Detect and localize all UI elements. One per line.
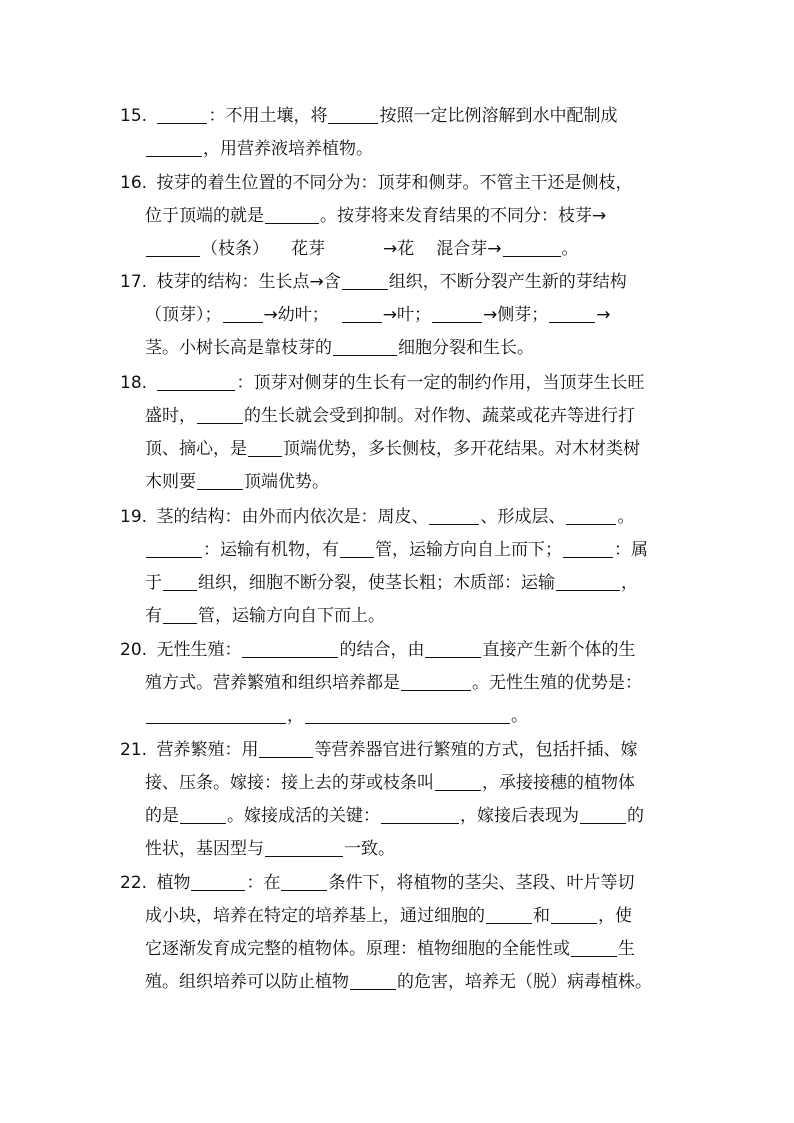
question-text: 。无性生殖的优势是：	[472, 673, 642, 693]
question-line	[120, 233, 720, 266]
question-text: 殖方式。营养繁殖和组织培养都是	[145, 673, 400, 693]
question-text: ：顶芽对侧芽的生长有一定的制约作用，当顶芽生长旺	[236, 373, 645, 393]
question-text: ，	[287, 706, 304, 726]
question-text: 无性生殖：	[156, 640, 242, 660]
question-number: 22.	[120, 873, 148, 893]
question-text: 顶端优势，多长侧枝，多开花结果。对木材类树	[283, 439, 640, 459]
question-text: 按芽的着生位置的不同分为：顶芽和侧芽。不管主干还是侧枝，	[156, 173, 633, 193]
question-line	[120, 867, 720, 900]
question-text: 花芽	[291, 239, 325, 259]
answer-blank[interactable]	[265, 203, 319, 224]
question-text: 生	[618, 939, 635, 959]
question-text: 组织，细胞不断分裂，使茎长粗；木质部：运输	[198, 573, 555, 593]
answer-blank[interactable]	[157, 370, 235, 391]
question-text: ，	[621, 573, 638, 593]
question-line	[120, 966, 720, 999]
answer-blank[interactable]	[566, 504, 616, 525]
answer-blank[interactable]	[401, 670, 471, 691]
question-text: （顶芽）；	[145, 305, 222, 325]
question-number: 15.	[120, 106, 148, 126]
question-19	[120, 501, 720, 633]
question-text: 顶端优势。	[244, 472, 329, 492]
answer-blank[interactable]	[146, 703, 286, 724]
question-18	[120, 367, 720, 499]
answer-blank[interactable]	[281, 870, 327, 891]
question-line	[120, 734, 720, 767]
question-line	[120, 567, 720, 600]
question-text: 的是	[145, 806, 179, 826]
answer-blank[interactable]	[556, 570, 620, 591]
question-line	[120, 332, 720, 365]
answer-blank[interactable]	[551, 903, 597, 924]
answer-blank[interactable]	[429, 504, 479, 525]
question-text: 的结合，由	[339, 640, 425, 660]
question-line	[120, 667, 720, 700]
question-text: ，使	[598, 906, 632, 926]
answer-blank[interactable]	[549, 302, 595, 323]
question-text: 性状，基因型与	[145, 839, 264, 859]
answer-blank[interactable]	[146, 537, 202, 558]
question-line	[120, 433, 720, 466]
answer-blank[interactable]	[432, 302, 482, 323]
question-line	[120, 266, 720, 299]
answer-blank[interactable]	[163, 570, 197, 591]
answer-blank[interactable]	[191, 870, 245, 891]
answer-blank[interactable]	[328, 103, 378, 124]
question-line	[120, 700, 720, 733]
question-text: 。	[561, 239, 579, 259]
question-line	[120, 767, 720, 800]
question-line	[120, 167, 720, 200]
question-line	[120, 200, 720, 233]
question-text: ：在	[246, 873, 281, 893]
question-line	[120, 501, 720, 534]
question-text: ：运输有机物，有	[203, 540, 339, 560]
question-text: 和	[533, 906, 550, 926]
answer-blank[interactable]	[146, 136, 202, 157]
answer-blank[interactable]	[425, 637, 481, 658]
question-text: 植物	[156, 873, 191, 893]
question-number: 19.	[120, 507, 148, 527]
question-text: 的生长就会受到抑制。对作物、蔬菜或花卉等进行打	[244, 406, 635, 426]
answer-blank[interactable]	[146, 236, 200, 257]
question-text: 管，运输方向自下而上。	[198, 606, 385, 626]
question-text: （枝条）	[201, 239, 269, 259]
answer-blank[interactable]	[342, 302, 382, 323]
question-17	[120, 266, 720, 365]
question-number: 20.	[120, 640, 148, 660]
answer-blank[interactable]	[305, 703, 510, 724]
answer-blank[interactable]	[157, 103, 207, 124]
question-text: 。	[511, 706, 528, 726]
question-text: 成小块，培养在特定的培养基上，通过细胞的	[145, 906, 485, 926]
question-line	[120, 600, 720, 633]
question-text: →花	[383, 239, 415, 259]
question-text: ，用营养液培养植物。	[203, 139, 373, 159]
answer-blank[interactable]	[571, 936, 617, 957]
question-line	[120, 367, 720, 400]
question-line	[120, 800, 720, 833]
question-text: →幼叶；	[263, 305, 329, 325]
answer-blank[interactable]	[350, 969, 396, 990]
question-text: 木则要	[145, 472, 196, 492]
question-text: 、形成层、	[480, 507, 566, 527]
answer-blank[interactable]	[242, 637, 338, 658]
answer-blank[interactable]	[342, 269, 388, 290]
question-text: 营养繁殖：用	[156, 740, 259, 760]
question-text: ，承接接穗的植物体	[482, 773, 635, 793]
question-line	[120, 400, 720, 433]
answer-blank[interactable]	[223, 302, 263, 323]
question-text: →侧芽；	[483, 305, 549, 325]
answer-blank[interactable]	[381, 803, 459, 824]
question-text: 管，运输方向自上而下；	[375, 540, 562, 560]
question-text: 。按芽将来发育结果的不同分：枝芽→	[320, 206, 607, 226]
question-text: 茎。小树长高是靠枝芽的	[145, 338, 332, 358]
answer-blank[interactable]	[435, 770, 481, 791]
question-text: ：属	[614, 540, 648, 560]
answer-blank[interactable]	[563, 537, 613, 558]
question-text: →叶；	[382, 305, 431, 325]
question-text: 组织，不断分裂产生新的芽结构	[388, 272, 627, 292]
question-text: 接、压条。嫁接：接上去的芽或枝条叫	[145, 773, 434, 793]
answer-blank[interactable]	[197, 469, 243, 490]
question-line	[120, 833, 720, 866]
question-text: 盛时，	[145, 406, 196, 426]
question-text: 细胞分裂和生长。	[398, 338, 534, 358]
question-line	[120, 299, 720, 332]
answer-blank[interactable]	[265, 836, 343, 857]
answer-blank[interactable]	[486, 903, 532, 924]
question-text: 的	[627, 806, 644, 826]
answer-blank[interactable]	[259, 737, 313, 758]
question-16	[120, 167, 720, 266]
question-text: 直接产生新个体的生	[482, 640, 636, 660]
question-text: 它逐渐发育成完整的植物体。原理：植物细胞的全能性或	[145, 939, 570, 959]
question-line	[120, 100, 720, 133]
question-number: 21.	[120, 740, 148, 760]
answer-blank[interactable]	[333, 335, 397, 356]
question-text: 于	[145, 573, 162, 593]
question-text: 顶、摘心，是	[145, 439, 247, 459]
question-text: →	[596, 305, 611, 325]
question-20	[120, 634, 720, 733]
question-text: 混合芽→	[436, 239, 502, 259]
question-text: ：不用土壤，将	[208, 106, 328, 126]
question-number: 18.	[120, 373, 148, 393]
answer-blank[interactable]	[197, 403, 243, 424]
question-line	[120, 534, 720, 567]
answer-blank[interactable]	[180, 803, 226, 824]
question-text: ，嫁接后表现为	[460, 806, 579, 826]
question-text: 条件下，将植物的茎尖、茎段、叶片等切	[328, 873, 635, 893]
question-line	[120, 634, 720, 667]
question-line	[120, 900, 720, 933]
question-22	[120, 867, 720, 999]
question-text: 等营养器官进行繁殖的方式，包括扦插、嫁	[314, 740, 638, 760]
question-line	[120, 133, 720, 166]
question-text: 茎的结构：由外而内依次是：周皮、	[156, 507, 429, 527]
question-number: 17.	[120, 272, 148, 292]
question-21	[120, 734, 720, 866]
question-text: 一致。	[344, 839, 395, 859]
answer-blank[interactable]	[580, 803, 626, 824]
question-number: 16.	[120, 173, 148, 193]
question-15	[120, 100, 720, 166]
question-line	[120, 933, 720, 966]
question-text: 有	[145, 606, 162, 626]
question-text: 枝芽的结构：生长点→含	[156, 272, 341, 292]
question-text: 。嫁接成活的关键：	[227, 806, 380, 826]
answer-blank[interactable]	[503, 236, 561, 257]
question-text: 按照一定比例溶解到水中配制成	[379, 106, 618, 126]
question-text: 殖。组织培养可以防止植物	[145, 972, 349, 992]
answer-blank[interactable]	[340, 537, 374, 558]
answer-blank[interactable]	[248, 436, 282, 457]
answer-blank[interactable]	[163, 603, 197, 624]
question-text: 的危害，培养无（脱）病毒植株。	[397, 972, 652, 992]
question-text: 位于顶端的就是	[145, 206, 264, 226]
question-text: 。	[617, 507, 635, 527]
question-line	[120, 466, 720, 499]
